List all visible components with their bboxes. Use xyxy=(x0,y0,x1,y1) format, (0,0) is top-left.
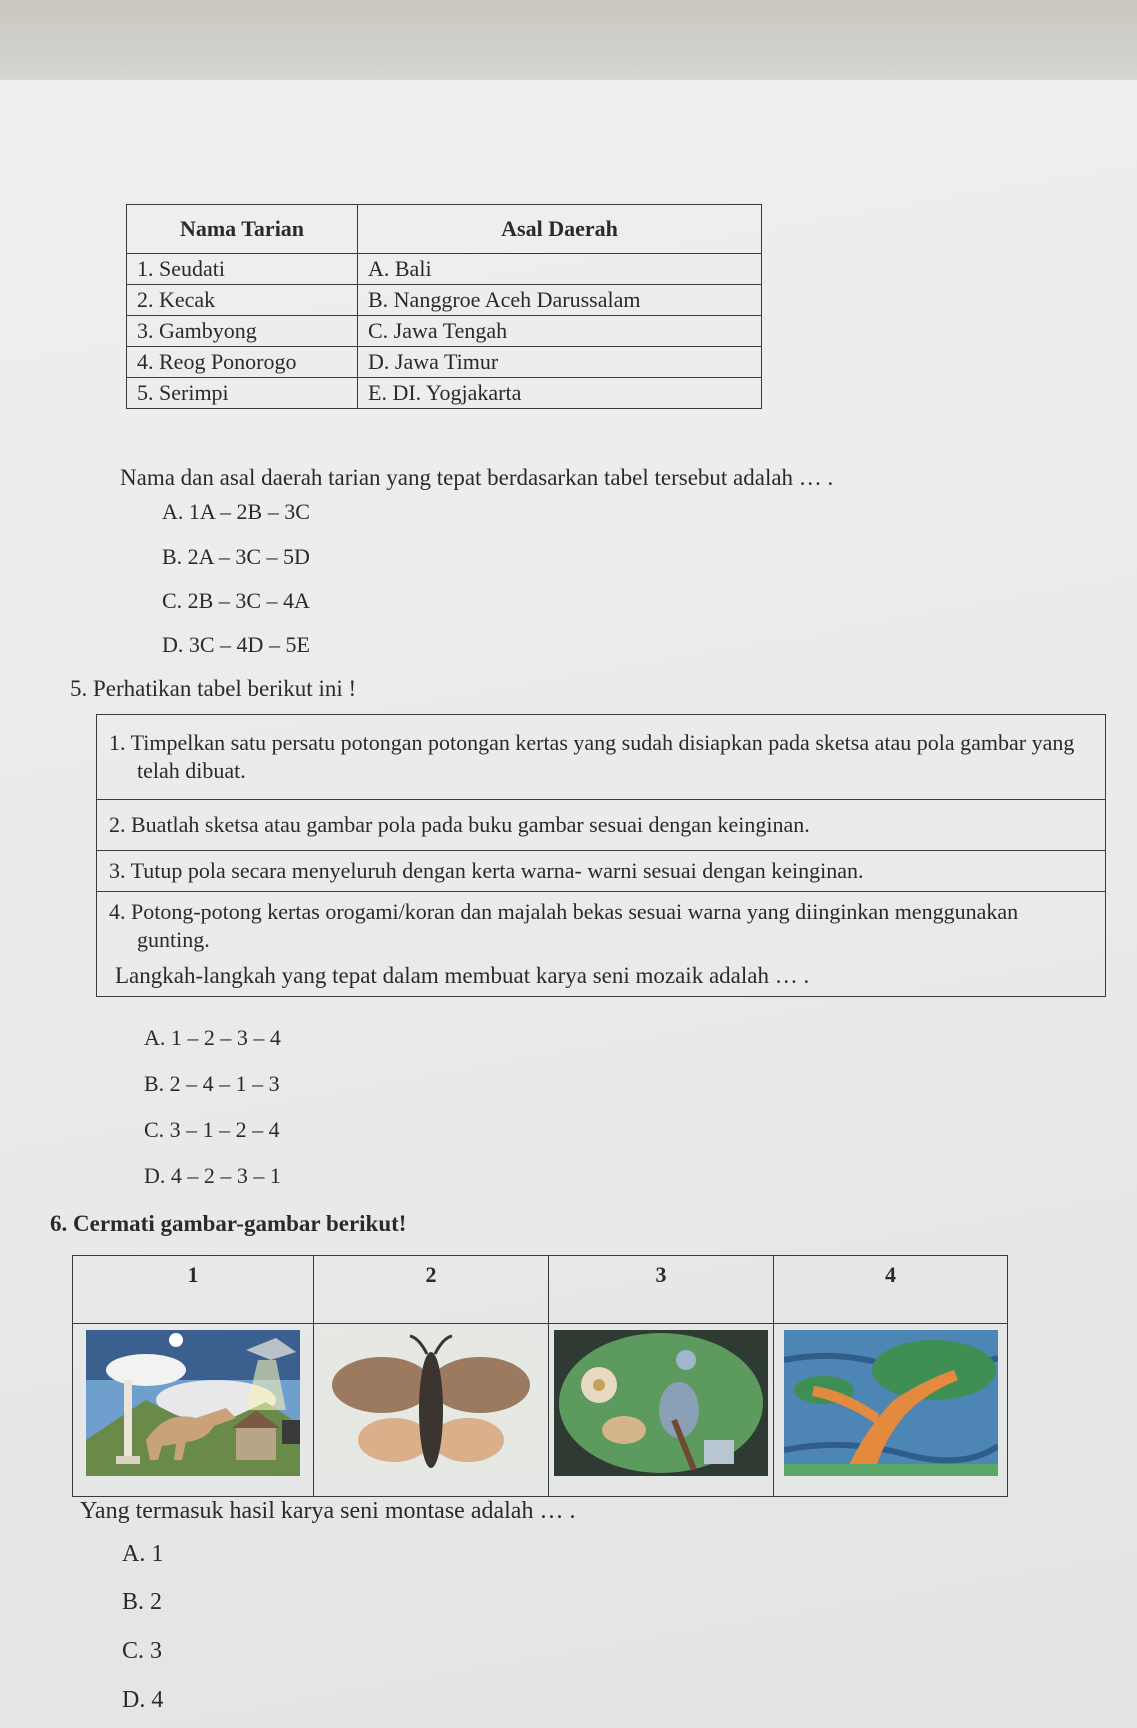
q6-option-c[interactable]: C. 3 xyxy=(122,1638,163,1664)
header-origin: Asal Daerah xyxy=(358,205,762,254)
q5-option-a[interactable]: A. 1 – 2 – 3 – 4 xyxy=(144,1025,281,1050)
mosaic-steps-table xyxy=(96,714,1106,997)
q5-title: 5. Perhatikan tabel berikut ini ! xyxy=(70,676,357,701)
dance-cell: 2. Kecak xyxy=(127,285,358,316)
column-1-header: 1 xyxy=(73,1256,314,1324)
table-row xyxy=(127,254,762,285)
origin-cell: B. Nanggroe Aceh Darussalam xyxy=(358,285,762,316)
q5-option-b[interactable]: B. 2 – 4 – 1 – 3 xyxy=(144,1071,280,1096)
step-1: 1. Timpelkan satu persatu potongan potongan kertas yang sudah disiapkan pada sketsa atau pola gambar yang telah dibuat. xyxy=(97,715,1106,800)
column-2-header: 2 xyxy=(314,1256,549,1324)
table-row xyxy=(127,378,762,409)
table-row xyxy=(127,316,762,347)
table-row xyxy=(97,851,1106,892)
bird-mosaic-image xyxy=(554,1330,768,1476)
origin-cell: D. Jawa Timur xyxy=(358,347,762,378)
column-4-header: 4 xyxy=(774,1256,1008,1324)
q4-option-a[interactable]: A. 1A – 2B – 3C xyxy=(162,499,310,524)
origin-cell: A. Bali xyxy=(358,254,762,285)
table-row xyxy=(127,347,762,378)
q4-question: Nama dan asal daerah tarian yang tepat berdasarkan tabel tersebut adalah … . xyxy=(120,465,834,490)
header-dance-name: Nama Tarian xyxy=(127,205,358,254)
image-cell-2 xyxy=(314,1324,549,1497)
image-cell-4 xyxy=(774,1324,1008,1497)
step-2: 2. Buatlah sketsa atau gambar pola pada buku gambar sesuai dengan keinginan. xyxy=(97,800,1106,851)
q6-option-b[interactable]: B. 2 xyxy=(122,1589,163,1615)
dance-cell: 4. Reog Ponorogo xyxy=(127,347,358,378)
image-cell-3 xyxy=(549,1324,774,1497)
column-3-header: 3 xyxy=(549,1256,774,1324)
desk-background xyxy=(0,0,1137,90)
artwork-images-table xyxy=(72,1255,1008,1497)
origin-cell: E. DI. Yogjakarta xyxy=(358,378,762,409)
step-4 xyxy=(97,892,1106,997)
q6-option-d[interactable]: D. 4 xyxy=(122,1687,164,1713)
tree-mosaic-image xyxy=(784,1330,998,1476)
table-header-row xyxy=(73,1256,1008,1324)
dance-cell: 3. Gambyong xyxy=(127,316,358,347)
q5-question: Langkah-langkah yang tepat dalam membuat karya seni mozaik adalah … . xyxy=(115,963,810,988)
dance-cell: 1. Seudati xyxy=(127,254,358,285)
montage-collage-image xyxy=(86,1330,300,1476)
table-row xyxy=(97,800,1106,851)
origin-cell: C. Jawa Tengah xyxy=(358,316,762,347)
q4-option-c[interactable]: C. 2B – 3C – 4A xyxy=(162,588,310,613)
image-cell-1 xyxy=(73,1324,314,1497)
q5-option-c[interactable]: C. 3 – 1 – 2 – 4 xyxy=(144,1117,280,1142)
q4-option-d[interactable]: D. 3C – 4D – 5E xyxy=(162,632,310,657)
step-3: 3. Tutup pola secara menyeluruh dengan kerta warna- warni sesuai dengan keinginan. xyxy=(97,851,1106,892)
q6-question: Yang termasuk hasil karya seni montase adalah … . xyxy=(80,1498,576,1524)
dance-cell: 5. Serimpi xyxy=(127,378,358,409)
table-row xyxy=(127,285,762,316)
q6-title: 6. Cermati gambar-gambar berikut! xyxy=(50,1211,407,1236)
butterfly-seed-art-image xyxy=(324,1330,538,1476)
step-4-text: 4. Potong-potong kertas orogami/koran dan majalah bekas sesuai warna yang diinginkan menggunakan gunting. xyxy=(109,899,1019,952)
table-header-row xyxy=(127,205,762,254)
q6-option-a[interactable]: A. 1 xyxy=(122,1541,164,1567)
q4-option-b[interactable]: B. 2A – 3C – 5D xyxy=(162,544,310,569)
image-row xyxy=(73,1324,1008,1497)
q5-option-d[interactable]: D. 4 – 2 – 3 – 1 xyxy=(144,1163,281,1188)
dance-origin-table xyxy=(126,204,762,409)
table-row xyxy=(97,892,1106,997)
table-row xyxy=(97,715,1106,800)
